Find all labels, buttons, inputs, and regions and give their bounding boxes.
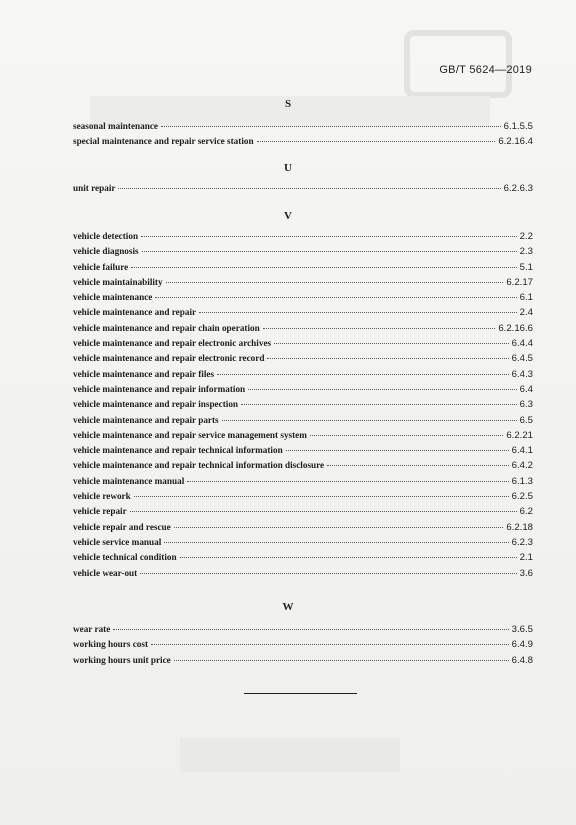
standard-number: GB/T 5624—2019 <box>439 64 532 76</box>
index-entry <box>73 522 533 537</box>
clause-reference: 2.1 <box>519 552 533 564</box>
dot-leader <box>310 435 503 436</box>
index-entry <box>73 384 533 399</box>
index-entries <box>73 624 533 670</box>
dot-leader <box>141 236 517 237</box>
index-entry <box>73 430 533 445</box>
index-term: vehicle maintenance and repair service management system <box>73 429 307 440</box>
dot-leader <box>151 644 509 645</box>
index-term: wear rate <box>73 624 111 634</box>
clause-reference: 3.6.5 <box>511 624 533 635</box>
index-entry <box>73 639 533 654</box>
index-term: working hours cost <box>73 639 149 650</box>
index-entry <box>73 277 533 292</box>
clause-reference: 2.4 <box>519 307 533 319</box>
dot-leader <box>263 328 496 329</box>
index-entry <box>73 307 533 322</box>
index-term: special maintenance and repair service station <box>73 136 254 147</box>
index-term: vehicle repair and rescue <box>73 521 171 532</box>
index-entry <box>73 476 533 491</box>
end-rule <box>244 693 357 694</box>
index-entry <box>73 399 533 414</box>
clause-reference: 6.4.9 <box>511 639 533 651</box>
index-entry <box>73 460 533 475</box>
index-term: vehicle maintenance and repair <box>73 307 197 318</box>
index-term: vehicle maintenance and repair technical information <box>73 445 283 456</box>
index-entry <box>73 292 533 307</box>
index-entries <box>73 121 533 152</box>
dot-leader <box>187 481 508 482</box>
index-term: working hours unit price <box>73 654 171 665</box>
index-entry <box>73 655 533 670</box>
clause-reference: 6.2.16.6 <box>498 322 533 334</box>
index-term: vehicle maintenance and repair parts <box>73 414 219 425</box>
index-term: vehicle maintenance and repair technical information disclosure <box>73 460 325 471</box>
clause-reference: 6.2.18 <box>506 521 533 533</box>
clause-reference: 6.4.3 <box>511 368 533 380</box>
dot-leader <box>118 188 500 189</box>
section-letter: S <box>284 98 292 110</box>
index-term: seasonal maintenance <box>73 121 158 131</box>
index-term: vehicle rework <box>73 491 131 502</box>
clause-reference: 2.2 <box>519 231 533 242</box>
clause-reference: 6.2.17 <box>506 276 533 288</box>
section-letter: V <box>284 210 292 222</box>
index-term: vehicle detection <box>73 231 139 241</box>
index-entry <box>73 568 533 583</box>
index-term: vehicle maintenance and repair electronic archives <box>73 338 272 349</box>
clause-reference: 6.3 <box>519 399 533 411</box>
index-term: vehicle failure <box>73 261 129 272</box>
index-entry <box>73 262 533 277</box>
index-entry <box>73 183 533 198</box>
index-term: vehicle maintenance and repair files <box>73 368 215 379</box>
dot-leader <box>241 404 517 405</box>
clause-reference: 6.1.5.5 <box>503 121 533 132</box>
clause-reference: 6.4.5 <box>511 353 533 365</box>
index-term: vehicle service manual <box>73 536 162 547</box>
index-entry <box>73 323 533 338</box>
index-entry <box>73 415 533 430</box>
clause-reference: 6.2 <box>519 506 533 518</box>
index-entry <box>73 506 533 521</box>
clause-reference: 6.2.16.4 <box>498 136 533 148</box>
clause-reference: 6.4 <box>519 383 533 395</box>
clause-reference: 6.2.21 <box>506 429 533 441</box>
index-entries <box>73 231 533 583</box>
dot-leader <box>142 251 517 252</box>
index-term: vehicle technical condition <box>73 552 177 563</box>
clause-reference: 5.1 <box>519 261 533 273</box>
index-entry <box>73 552 533 567</box>
index-term: vehicle maintenance and repair information <box>73 383 246 394</box>
dot-leader <box>217 374 509 375</box>
dot-leader <box>140 573 516 574</box>
dot-leader <box>257 141 496 142</box>
dot-leader <box>274 343 509 344</box>
index-term: vehicle maintenance manual <box>73 475 185 486</box>
show-through-mark <box>180 738 400 772</box>
index-entry <box>73 136 533 151</box>
clause-reference: 6.5 <box>519 414 533 426</box>
dot-leader <box>286 450 509 451</box>
index-term: vehicle maintenance and repair electronic record <box>73 353 265 364</box>
index-entry <box>73 445 533 460</box>
clause-reference: 6.4.4 <box>511 338 533 350</box>
dot-leader <box>113 629 508 630</box>
clause-reference: 3.6 <box>519 567 533 579</box>
clause-reference: 6.2.6.3 <box>503 183 533 194</box>
index-entry <box>73 353 533 368</box>
index-entry <box>73 246 533 261</box>
clause-reference: 6.4.2 <box>511 460 533 472</box>
dot-leader <box>174 660 509 661</box>
dot-leader <box>180 557 517 558</box>
clause-reference: 6.4.8 <box>511 654 533 666</box>
dot-leader <box>134 496 509 497</box>
dot-leader <box>161 126 501 127</box>
index-entry <box>73 624 533 639</box>
index-entry <box>73 537 533 552</box>
dot-leader <box>199 312 517 313</box>
index-entry <box>73 338 533 353</box>
clause-reference: 6.1.3 <box>511 475 533 487</box>
index-term: vehicle maintenance and repair inspection <box>73 399 239 410</box>
index-entry <box>73 121 533 136</box>
index-term: vehicle maintenance and repair chain operation <box>73 322 260 333</box>
index-term: unit repair <box>73 183 116 193</box>
index-term: vehicle repair <box>73 506 127 517</box>
index-entry <box>73 231 533 246</box>
clause-reference: 6.2.5 <box>511 491 533 503</box>
index-term: vehicle diagnosis <box>73 246 139 257</box>
dot-leader <box>131 267 516 268</box>
index-entry <box>73 369 533 384</box>
index-entries <box>73 183 533 198</box>
dot-leader <box>267 358 508 359</box>
dot-leader <box>248 389 516 390</box>
clause-reference: 6.1 <box>519 292 533 304</box>
section-letter: W <box>282 601 294 613</box>
clause-reference: 6.4.1 <box>511 445 533 457</box>
dot-leader <box>155 297 516 298</box>
index-entry <box>73 491 533 506</box>
dot-leader <box>222 420 517 421</box>
index-term: vehicle maintenance <box>73 292 153 303</box>
index-term: vehicle maintainability <box>73 276 163 287</box>
index-term: vehicle wear-out <box>73 567 138 578</box>
dot-leader <box>164 542 508 543</box>
section-letter: U <box>284 162 292 174</box>
dot-leader <box>174 527 504 528</box>
dot-leader <box>130 511 517 512</box>
dot-leader <box>327 465 509 466</box>
clause-reference: 6.2.3 <box>511 536 533 548</box>
clause-reference: 2.3 <box>519 246 533 258</box>
dot-leader <box>166 282 504 283</box>
